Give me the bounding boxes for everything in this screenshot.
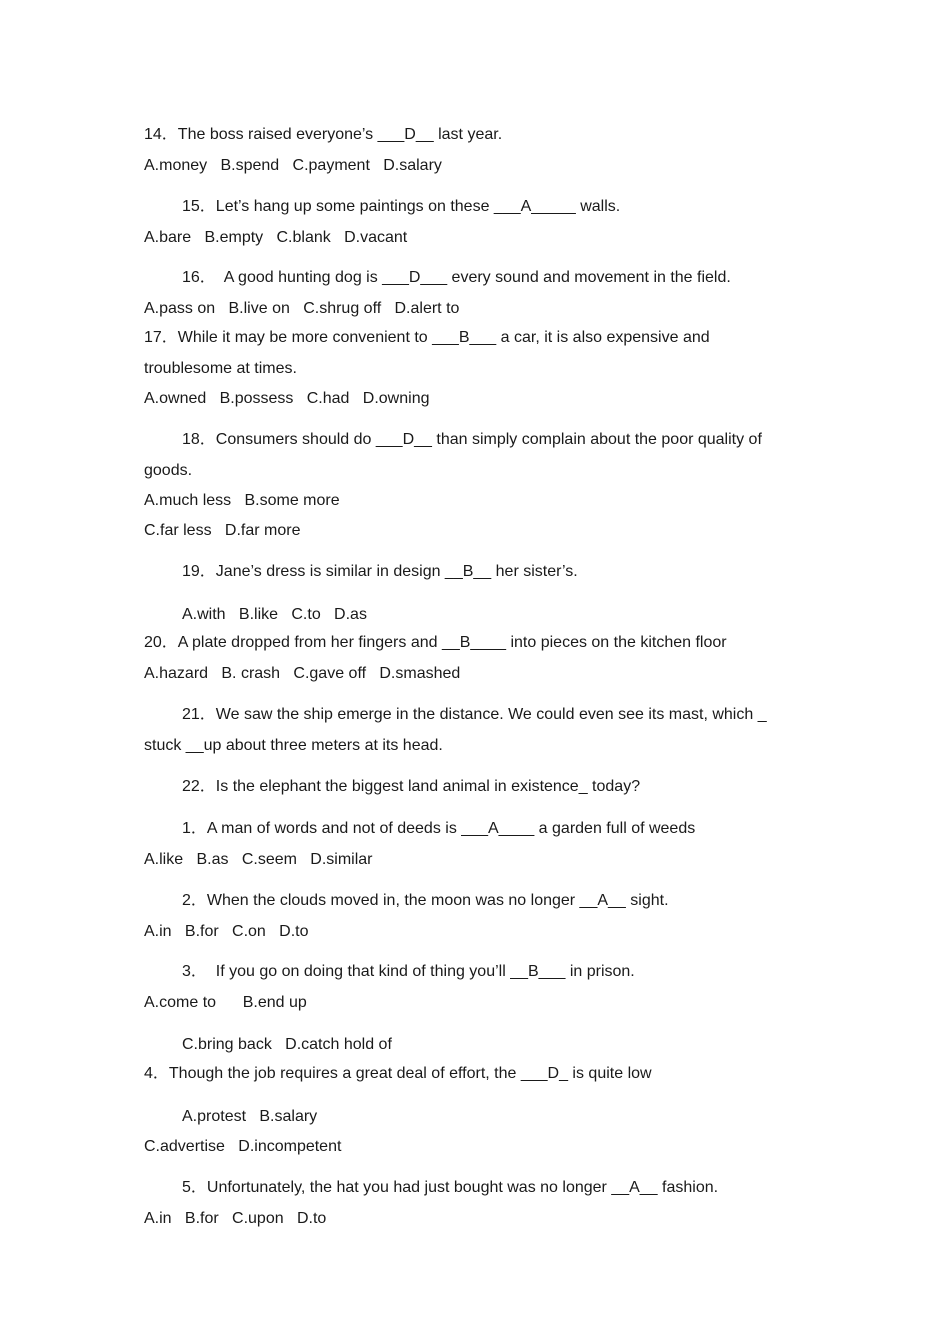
options-4-b: C.advertise D.incompetent bbox=[144, 1138, 342, 1155]
options-18-a: A.much less B.some more bbox=[144, 492, 340, 509]
options-20: A.hazard B. crash C.gave off D.smashed bbox=[144, 665, 461, 682]
options-1: A.like B.as C.seem D.similar bbox=[144, 851, 373, 868]
question-4: 4．Though the job requires a great deal of effort, the ___D_ is quite low bbox=[144, 1065, 652, 1082]
question-5: 5．Unfortunately, the hat you had just bought was no longer __A__ fashion. bbox=[182, 1179, 719, 1196]
question-17: 17．While it may be more convenient to ___B___ a car, it is also expensive and bbox=[144, 329, 710, 346]
options-19: A.with B.like C.to D.as bbox=[182, 606, 367, 623]
options-17: A.owned B.possess C.had D.owning bbox=[144, 390, 430, 407]
question-15: 15．Let’s hang up some paintings on these ___A_____ walls. bbox=[182, 198, 621, 215]
question-19: 19．Jane’s dress is similar in design __B__ her sister’s. bbox=[182, 563, 578, 580]
options-15: A.bare B.empty C.blank D.vacant bbox=[144, 229, 408, 246]
question-21-cont: stuck __up about three meters at its head. bbox=[144, 737, 443, 754]
options-5: A.in B.for C.upon D.to bbox=[144, 1210, 327, 1227]
question-17-cont: troublesome at times. bbox=[144, 360, 297, 377]
options-16: A.pass on B.live on C.shrug off D.alert to bbox=[144, 300, 460, 317]
question-2: 2．When the clouds moved in, the moon was no longer __A__ sight. bbox=[182, 892, 669, 909]
question-1: 1．A man of words and not of deeds is ___A____ a garden full of weeds bbox=[182, 820, 696, 837]
question-3: 3． If you go on doing that kind of thing you’ll __B___ in prison. bbox=[182, 963, 635, 980]
options-3-b: C.bring back D.catch hold of bbox=[182, 1036, 392, 1053]
question-18-cont: goods. bbox=[144, 462, 193, 479]
options-3-a: A.come to B.end up bbox=[144, 994, 307, 1011]
question-21: 21．We saw the ship emerge in the distance. We could even see its mast, which _ bbox=[182, 706, 767, 723]
question-14: 14．The boss raised everyone’s ___D__ last year. bbox=[144, 126, 503, 143]
question-22: 22．Is the elephant the biggest land animal in existence_ today? bbox=[182, 778, 641, 795]
question-16: 16． A good hunting dog is ___D___ every sound and movement in the field. bbox=[182, 269, 731, 286]
options-2: A.in B.for C.on D.to bbox=[144, 923, 309, 940]
options-18-b: C.far less D.far more bbox=[144, 522, 301, 539]
question-20: 20．A plate dropped from her fingers and __B____ into pieces on the kitchen floor bbox=[144, 634, 727, 651]
options-4-a: A.protest B.salary bbox=[182, 1108, 318, 1125]
question-18: 18．Consumers should do ___D__ than simply complain about the poor quality of bbox=[182, 431, 762, 448]
options-14: A.money B.spend C.payment D.salary bbox=[144, 157, 442, 174]
